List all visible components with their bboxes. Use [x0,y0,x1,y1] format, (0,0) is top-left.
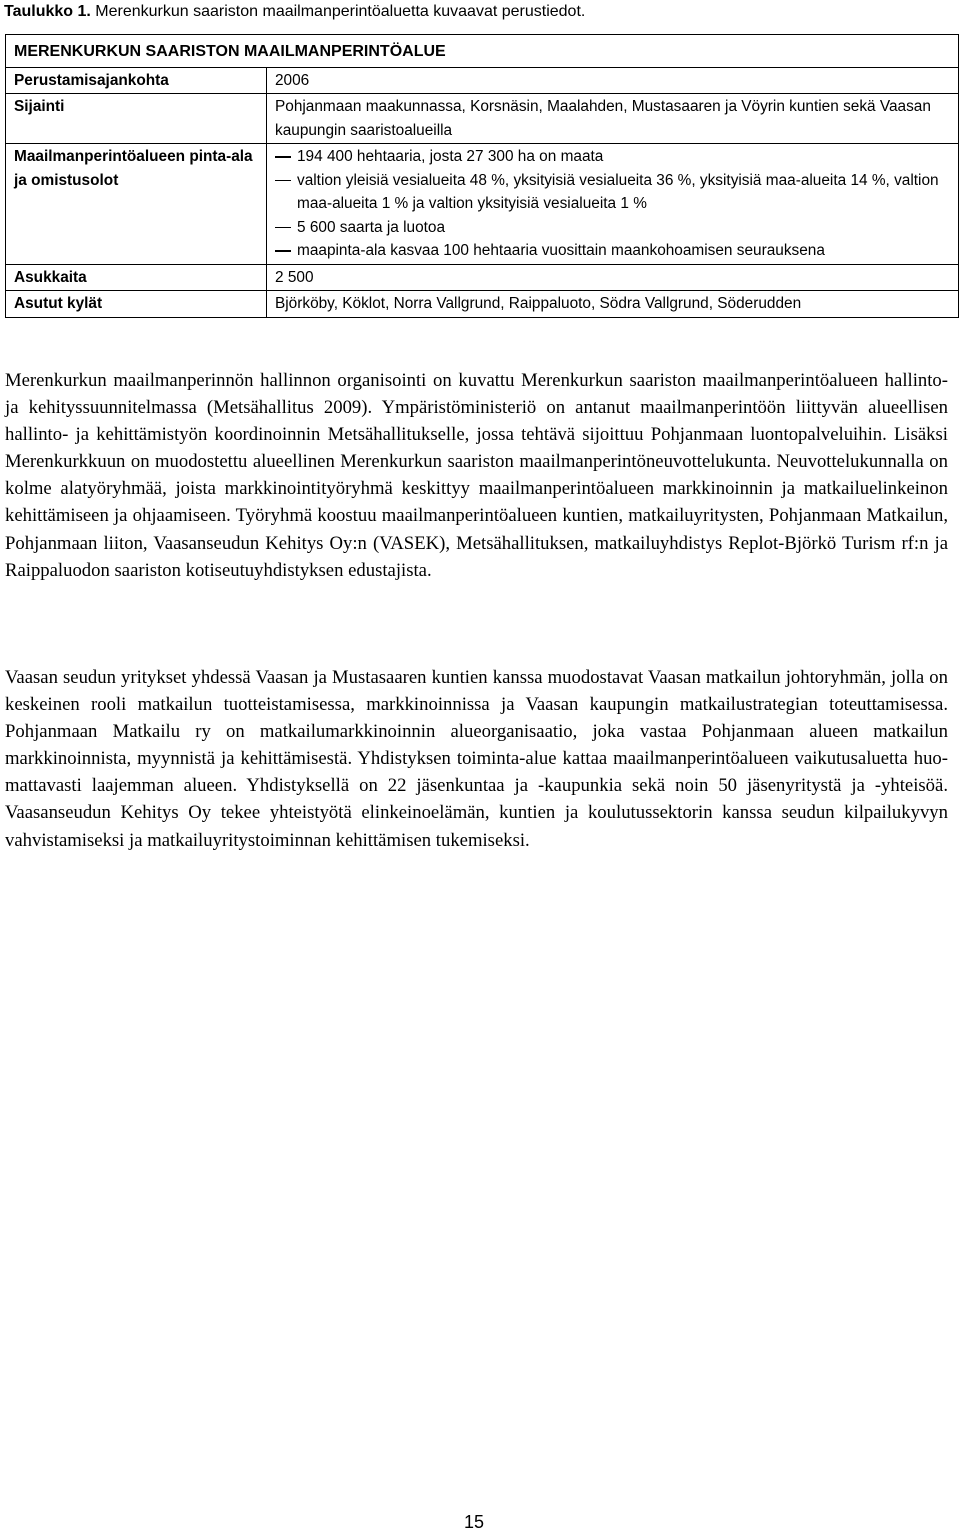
body-paragraph-1: Merenkurkun maailmanperinnön hallinnon organisointi on kuvattu Merenkurkun saariston maailmanperintöalueen hallinto- ja kehityssuunnitelmassa (Metsähallitus 2009). Ympäristöministeriö on antanut maailmanperintöön liittyvän alueellisen hallinto- ja kehittämistyön koordinoinnin Metsähallitukselle, jossa tehtävä sijoittuu Pohjanmaan luontopalveluihin. Lisäksi Merenkurkkuun on muodostettu alueellinen Merenkurkun saariston maailmanperintöneuvottelukunta. Neuvottelukunnalla on kolme alatyöryhmää, joista markkinointityöryhmä keskittyy maailmanperintöalueen markkinoinnin ja matkailuelinkeinon kehittämiseen ja ohjaamiseen. Työryhmä koostuu maailmanperintöalueen kuntien, matkailuyritysten, Pohjanmaan Matkailun, Pohjanmaan liiton, Vaasanseudun Kehitys Oy:n (VASEK), Metsähallituksen, matkailuyhdistys Replot-Björkö Turism rf:n ja Raippaluodon saariston kotiseutuyhdistyksen edustajista. [5,370,948,581]
page-number: 15 [463,1512,485,1532]
list-item: valtion yleisiä vesialueita 48 %, yksityisiä vesialueita 36 %, yksityisiä maa-alueita 14 %, valtion maa-alueita 1 % ja valtion yksityisiä vesialueita 1 % [275,169,944,216]
residents-label: Asukkaita [6,264,267,291]
table-row [6,291,959,318]
list-item: 194 400 hehtaaria, josta 27 300 ha on maata [275,145,944,169]
list-item: 5 600 saarta ja luotoa [275,216,944,240]
area-value [267,144,959,265]
table-header-row [6,35,959,68]
table-caption [4,1,954,23]
table-row [6,264,959,291]
table-row [6,144,959,265]
heritage-info-table [5,34,959,318]
founding-value: 2006 [267,67,959,94]
table-header: MERENKURKUN SAARISTON MAAILMANPERINTÖALUE [6,35,959,68]
table-caption-label: Taulukko 1. [4,3,91,20]
villages-label: Asutut kylät [6,291,267,318]
villages-value: Björköby, Köklot, Norra Vallgrund, Raippaluoto, Södra Vallgrund, Söderudden [267,291,959,318]
table-row [6,94,959,144]
area-list [275,145,944,263]
area-label: Maailmanperintöalueen pinta-ala ja omistusolot [6,144,267,265]
list-item: maapinta-ala kasvaa 100 hehtaaria vuosittain maankohoamisen seurauksena [275,239,944,263]
body-paragraph-2: Vaasan seudun yritykset yhdessä Vaasan ja Mustasaaren kuntien kanssa muodostavat Vaasan matkailun johtoryhmän, jolla on keskeinen rooli matkailun tuotteistamisessa, markkinoinnissa ja Vaasan kaupungin matkailustrategian toteuttamisessa. Pohjanmaan Matkailu ry on matkailumarkkinoinnin alueorganisaatio, joka vastaa Pohjanmaan alueen matkailun markkinoinnista, myynnistä ja kehittämisestä. Yhdistyksen toiminta-alue kattaa maailmanperintöalueen vaikutusaluetta huomattavasti laajemman alueen. Yhdistyksellä on 22 jäsenkuntaa ja -kaupunkia sekä noin 50 jäsenyritystä ja -yhteisöä. Vaasanseudun Kehitys Oy tekee yhteistyötä elinkeinoelämän, kuntien ja koulutussektorin kanssa seudun kilpailukyvyn vahvistamiseksi ja matkailuyritystoiminnan kehittämisen tukemiseksi. [5,667,948,851]
table-row [6,67,959,94]
residents-value: 2 500 [267,264,959,291]
founding-label: Perustamisajankohta [6,67,267,94]
location-value: Pohjanmaan maakunnassa, Korsnäsin, Maalahden, Mustasaaren ja Vöyrin kuntien sekä Vaasan kaupungin saaristoalueilla [267,94,959,144]
location-label: Sijainti [6,94,267,144]
table-caption-text: Merenkurkun saariston maailmanperintöaluetta kuvaavat perustiedot. [95,3,586,20]
